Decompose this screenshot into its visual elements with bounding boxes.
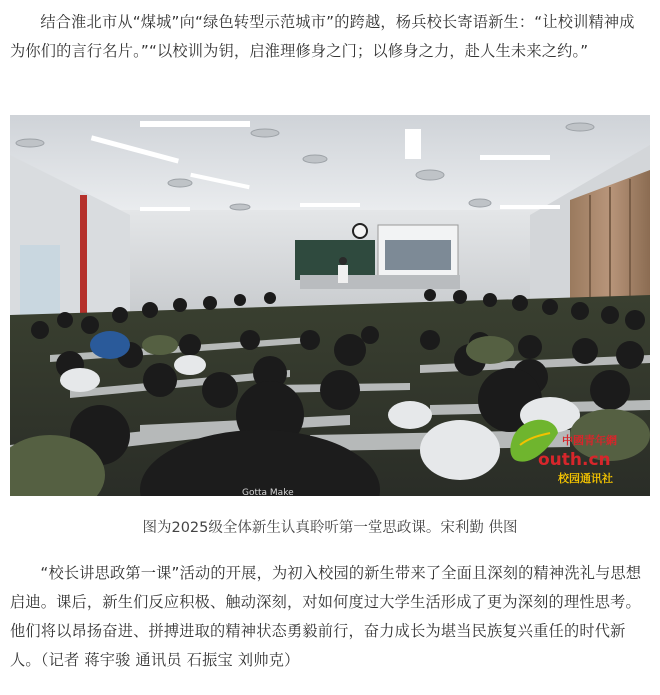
classroom-photo xyxy=(10,115,650,496)
watermark-top-line: 中國青年網 xyxy=(562,434,617,447)
article-paragraph-1: 结合淮北市从“煤城”向“绿色转型示范城市”的跨越，杨兵校长寄语新生：“让校训精神成为你们的言行名片。”“以校训为钥，启淮理修身之门；以修身之力，赴人生未来之约。” xyxy=(10,13,635,60)
watermark-bottom-line: 校园通讯社 xyxy=(558,472,613,485)
shirt-text: Gotta Make xyxy=(242,488,294,496)
photo-caption: 图为2025级全体新生认真聆听第一堂思政课。宋利勤 供图 xyxy=(142,520,518,536)
article-paragraph-2: “校长讲思政第一课”活动的开展，为初入校园的新生带来了全面且深刻的精神洗礼与思想启迪。课后，新生们反应积极、触动深刻，对如何度过大学生活形成了更为深刻的理性思考。他们将以昂扬奋进、拼搏进取的精神状态勇毅前行，奋力成长为堪当民族复兴重任的时代新人。（记者 蒋宇骏 通讯员 石振宝 刘帅克） xyxy=(10,564,642,669)
article-photo xyxy=(10,115,650,496)
watermark-domain: outh.cn xyxy=(538,450,611,470)
